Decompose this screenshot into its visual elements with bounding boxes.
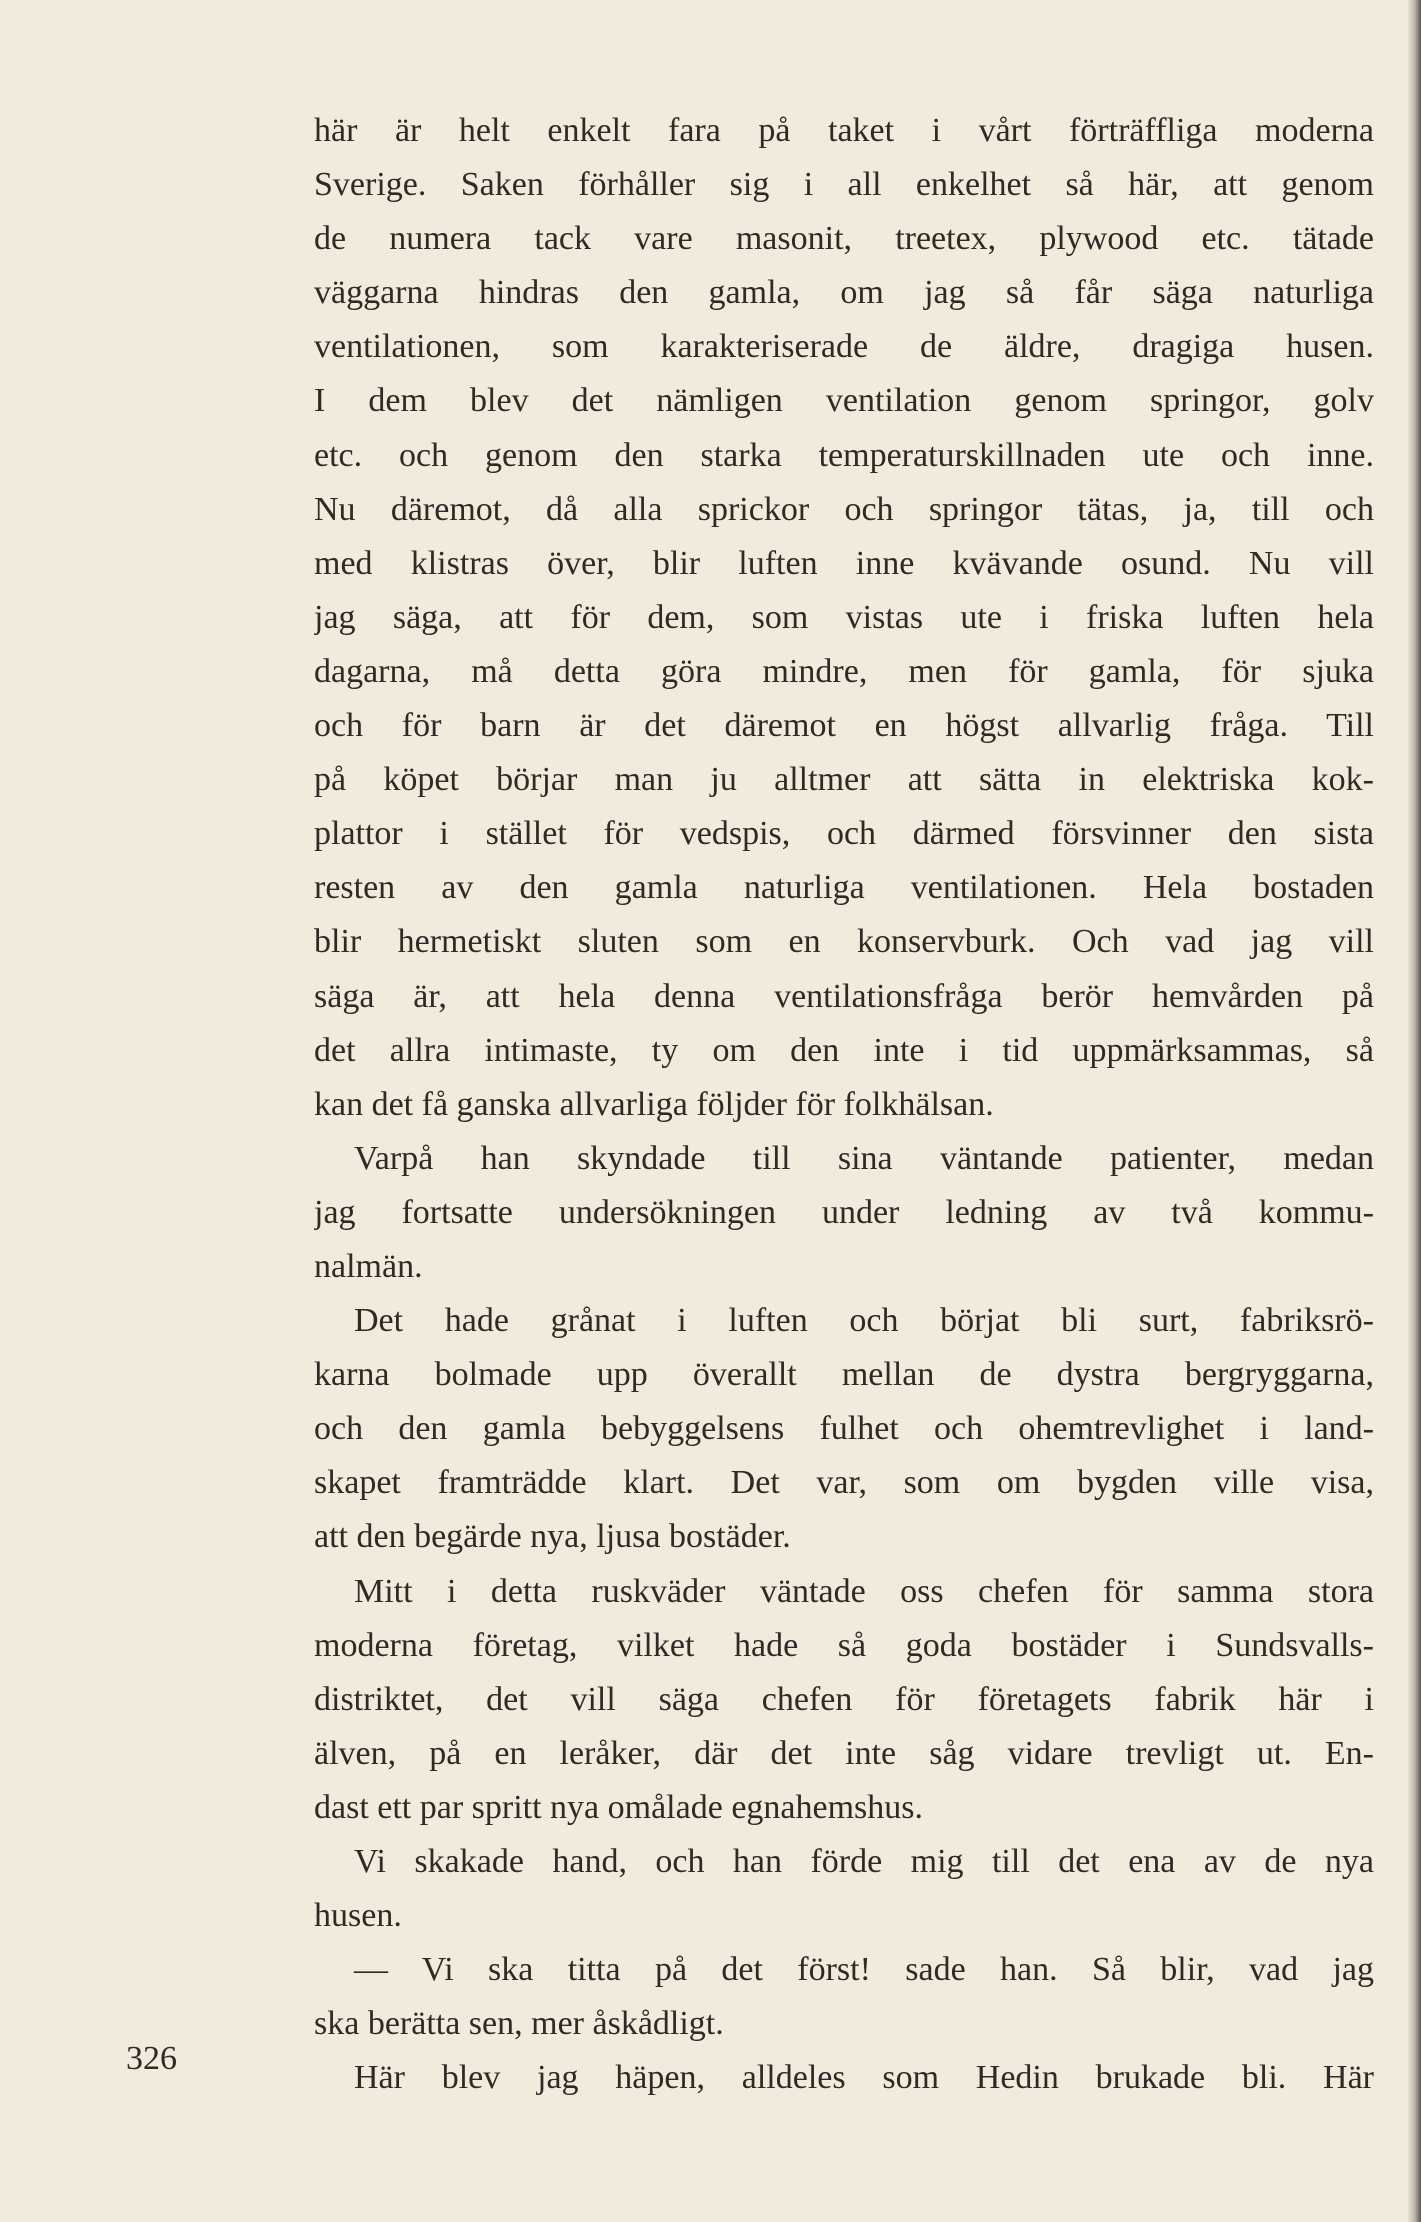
text-line: Sverige. Saken förhåller sig i all enkelhet så här, att genom (314, 166, 1374, 204)
text-line: husen. (314, 1897, 402, 1935)
text-line: och den gamla bebyggelsens fulhet och ohemtrevlighet i land- (314, 1410, 1374, 1448)
text-line: Det hade grånat i luften och börjat bli surt, fabriksrö- (354, 1302, 1374, 1340)
text-line: Här blev jag häpen, alldeles som Hedin brukade bli. Här (354, 2059, 1374, 2097)
text-line: Nu däremot, då alla sprickor och springor tätas, ja, till och (314, 490, 1374, 528)
body-text (314, 104, 1374, 2105)
text-line: de numera tack vare masonit, treetex, plywood etc. tätade (314, 220, 1374, 258)
text-line: älven, på en leråker, där det inte såg vidare trevligt ut. En- (314, 1734, 1374, 1772)
text-line: ska berätta sen, mer åskådligt. (314, 2005, 724, 2043)
text-line: det allra intimaste, ty om den inte i tid uppmärksammas, så (314, 1031, 1374, 1069)
text-line: Vi skakade hand, och han förde mig till det ena av de nya (354, 1843, 1374, 1880)
text-line: jag fortsatte undersökningen under ledning av två kommu- (314, 1193, 1374, 1231)
page-number: 326 (126, 2040, 177, 2077)
text-line: på köpet börjar man ju alltmer att sätta in elektriska kok- (314, 761, 1374, 799)
text-line: I dem blev det nämligen ventilation genom springor, golv (314, 382, 1374, 420)
text-line: plattor i stället för vedspis, och därmed försvinner den sista (314, 815, 1374, 853)
text-line: karna bolmade upp överallt mellan de dystra bergryggarna, (314, 1356, 1374, 1394)
text-line: dast ett par spritt nya omålade egnahemshus. (314, 1788, 923, 1826)
text-line: väggarna hindras den gamla, om jag så får säga naturliga (314, 274, 1374, 312)
text-line: moderna företag, vilket hade så goda bostäder i Sundsvalls- (314, 1626, 1374, 1664)
text-line: och för barn är det däremot en högst allvarlig fråga. Till (314, 707, 1374, 745)
text-line: med klistras över, blir luften inne kvävande osund. Nu vill (314, 544, 1374, 582)
text-line: Varpå han skyndade till sina väntande patienter, medan (354, 1139, 1374, 1177)
text-line: kan det få ganska allvarliga följder för folkhälsan. (314, 1085, 994, 1123)
text-line: distriktet, det vill säga chefen för företagets fabrik här i (314, 1680, 1374, 1718)
text-line: nalmän. (314, 1247, 423, 1285)
text-line: resten av den gamla naturliga ventilationen. Hela bostaden (314, 869, 1374, 907)
text-line: Mitt i detta ruskväder väntade oss chefen för samma stora (354, 1572, 1374, 1610)
text-line: etc. och genom den starka temperaturskillnaden ute och inne. (314, 436, 1374, 474)
text-line: att den begärde nya, ljusa bostäder. (314, 1518, 791, 1556)
text-line: skapet framträdde klart. Det var, som om bygden ville visa, (314, 1464, 1374, 1502)
text-line: dagarna, må detta göra mindre, men för gamla, för sjuka (314, 652, 1374, 690)
text-line: — Vi ska titta på det först! sade han. Så blir, vad jag (354, 1951, 1374, 1989)
text-line: jag säga, att för dem, som vistas ute i friska luften hela (314, 598, 1374, 636)
text-line: säga är, att hela denna ventilationsfråga berör hemvården på (314, 977, 1374, 1015)
page-edge-shadow (1407, 0, 1421, 2222)
text-line: ventilationen, som karakteriserade de äldre, dragiga husen. (314, 328, 1374, 366)
text-line: blir hermetiskt sluten som en konservburk. Och vad jag vill (314, 923, 1374, 961)
text-line: här är helt enkelt fara på taket i vårt förträffliga moderna (314, 112, 1374, 149)
